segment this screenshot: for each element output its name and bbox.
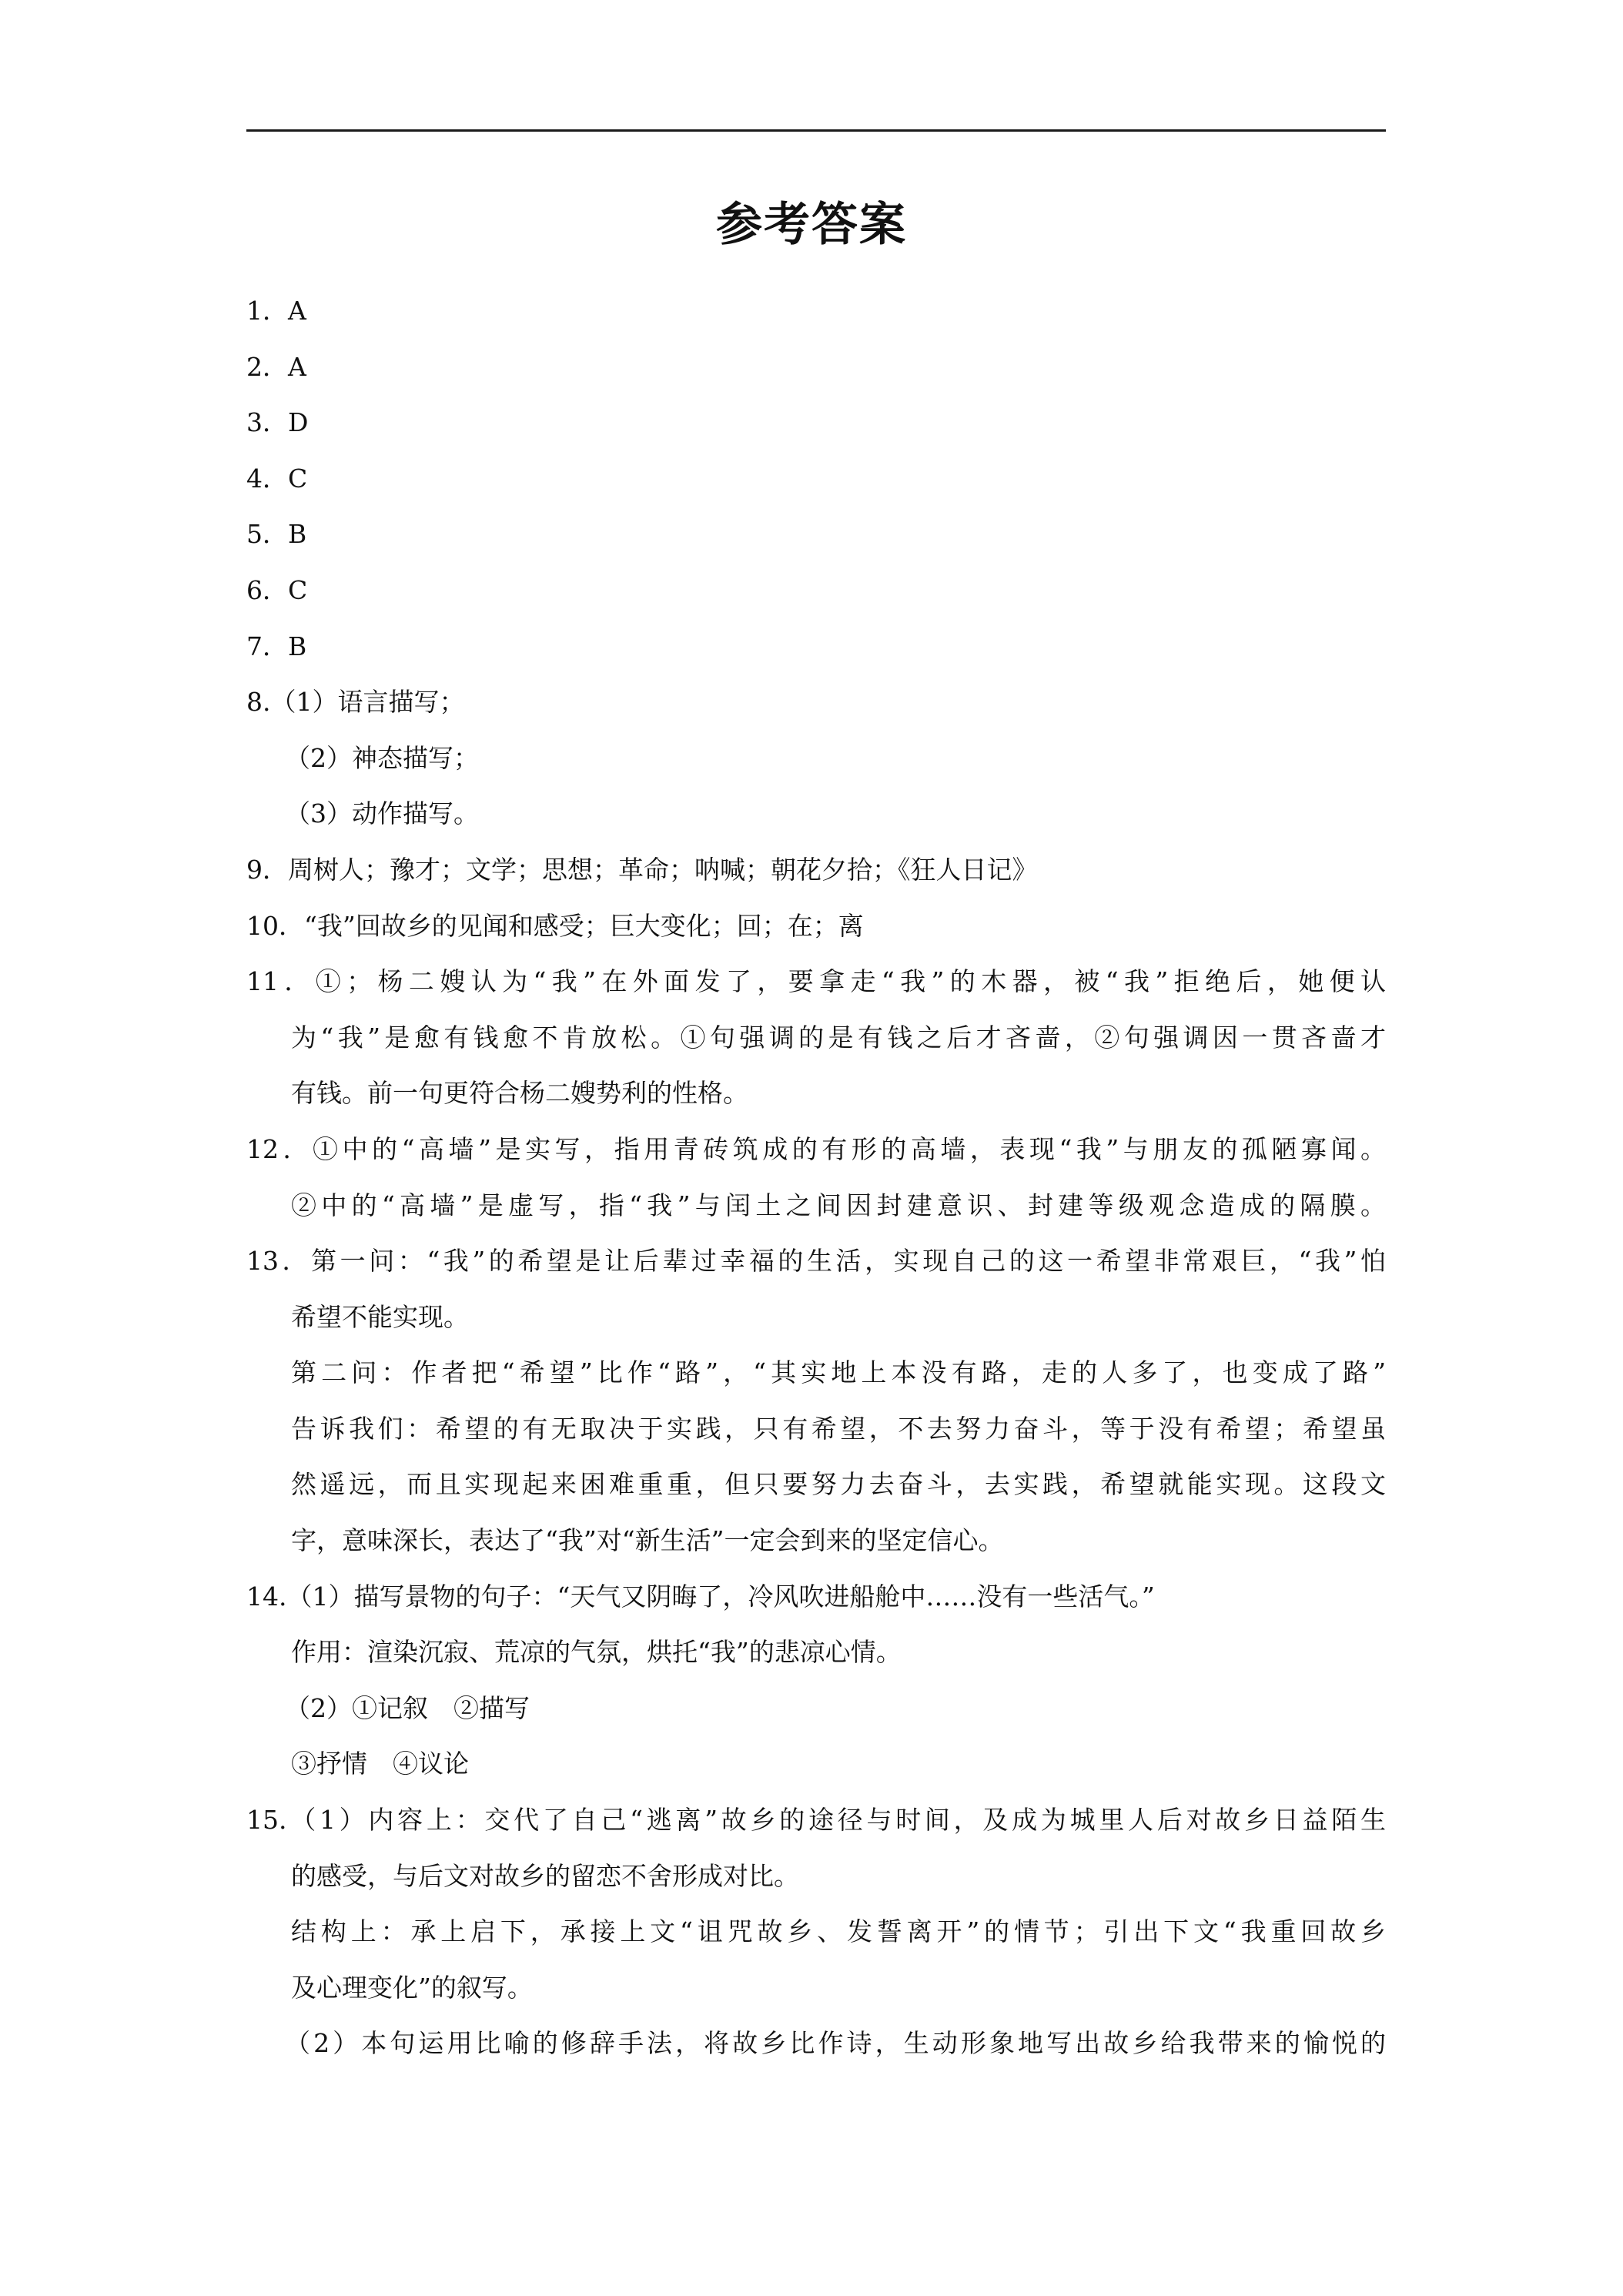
answer-14-line-4: ③抒情 ④议论 xyxy=(291,1749,469,1779)
answer-8-part-3: （3）动作描写。 xyxy=(285,798,479,829)
answer-11-line-3: 有钱。前一句更符合杨二嫂势利的性格。 xyxy=(291,1078,748,1109)
answer-15-line-4: 及心理变化”的叙写。 xyxy=(291,1972,533,2003)
answer-8-part-2: （2）神态描写； xyxy=(285,742,479,773)
answer-13-line-3: 第二问：作者把“希望”比作“路”，“其实地上本没有路，走的人多了，也变成了路” xyxy=(291,1357,1386,1388)
answer-13-line-5: 然遥远，而且实现起来困难重重，但只要努力去奋斗，去实践，希望就能实现。这段文 xyxy=(291,1469,1386,1500)
answer-8-part-1: 8.（1）语言描写； xyxy=(246,687,465,718)
answer-14-line-1: 14.（1）描写景物的句子：“天气又阴晦了，冷风吹进船舱中……没有一些活气。” xyxy=(246,1581,1155,1612)
page-title: 参考答案 xyxy=(716,198,907,252)
answer-12-line-2: ②中的“高墙”是虚写，指“我”与闰土之间因封建意识、封建等级观念造成的隔膜。 xyxy=(291,1190,1386,1220)
answer-15-line-3: 结构上：承上启下，承接上文“诅咒故乡、发誓离开”的情节；引出下文“我重回故乡 xyxy=(291,1916,1386,1947)
answer-15-line-5: （2）本句运用比喻的修辞手法，将故乡比作诗，生动形象地写出故乡给我带来的愉悦的 xyxy=(285,2028,1386,2059)
answer-7: 7．B xyxy=(246,631,307,661)
answer-13-line-4: 告诉我们：希望的有无取决于实践，只有希望，不去努力奋斗，等于没有希望；希望虽 xyxy=(291,1413,1386,1444)
answer-2: 2．A xyxy=(246,351,306,382)
answer-15-line-1: 15.（1）内容上：交代了自己“逃离”故乡的途径与时间，及成为城里人后对故乡日益陌生 xyxy=(246,1805,1386,1836)
answer-1: 1．A xyxy=(246,296,306,326)
answer-14-line-2: 作用：渲染沉寂、荒凉的气氛，烘托“我”的悲凉心情。 xyxy=(291,1637,902,1668)
answer-3: 3．D xyxy=(246,407,309,438)
answer-11-line-2: 为“我”是愈有钱愈不肯放松。①句强调的是有钱之后才吝啬，②句强调因一贯吝啬才 xyxy=(291,1022,1386,1053)
answer-5: 5．B xyxy=(246,519,307,550)
answer-12-line-1: 12．①中的“高墙”是实写，指用青砖筑成的有形的高墙，表现“我”与朋友的孤陋寡闻。 xyxy=(246,1133,1386,1164)
answer-10: 10．“我”回故乡的见闻和感受；巨大变化；回；在；离 xyxy=(246,910,864,941)
answer-13-line-2: 希望不能实现。 xyxy=(291,1301,469,1332)
header-rule xyxy=(246,129,1386,132)
answer-13-line-6: 字，意味深长，表达了“我”对“新生活”一定会到来的坚定信心。 xyxy=(291,1525,1004,1556)
answer-15-line-2: 的感受，与后文对故乡的留恋不舍形成对比。 xyxy=(291,1860,799,1891)
answer-11-line-1: 11．①；杨二嫂认为“我”在外面发了，要拿走“我”的木器，被“我”拒绝后，她便认 xyxy=(246,966,1386,997)
answer-9: 9．周树人；豫才；文学；思想；革命；呐喊；朝花夕拾；《狂人日记》 xyxy=(246,854,1038,885)
answer-13-line-1: 13．第一问：“我”的希望是让后辈过幸福的生活，实现自己的这一希望非常艰巨，“我”怕 xyxy=(246,1246,1386,1277)
answer-14-line-3: （2）①记叙 ②描写 xyxy=(285,1692,530,1723)
answer-4: 4．C xyxy=(246,463,308,494)
answer-list xyxy=(246,283,1386,2072)
answer-6: 6．C xyxy=(246,574,308,605)
